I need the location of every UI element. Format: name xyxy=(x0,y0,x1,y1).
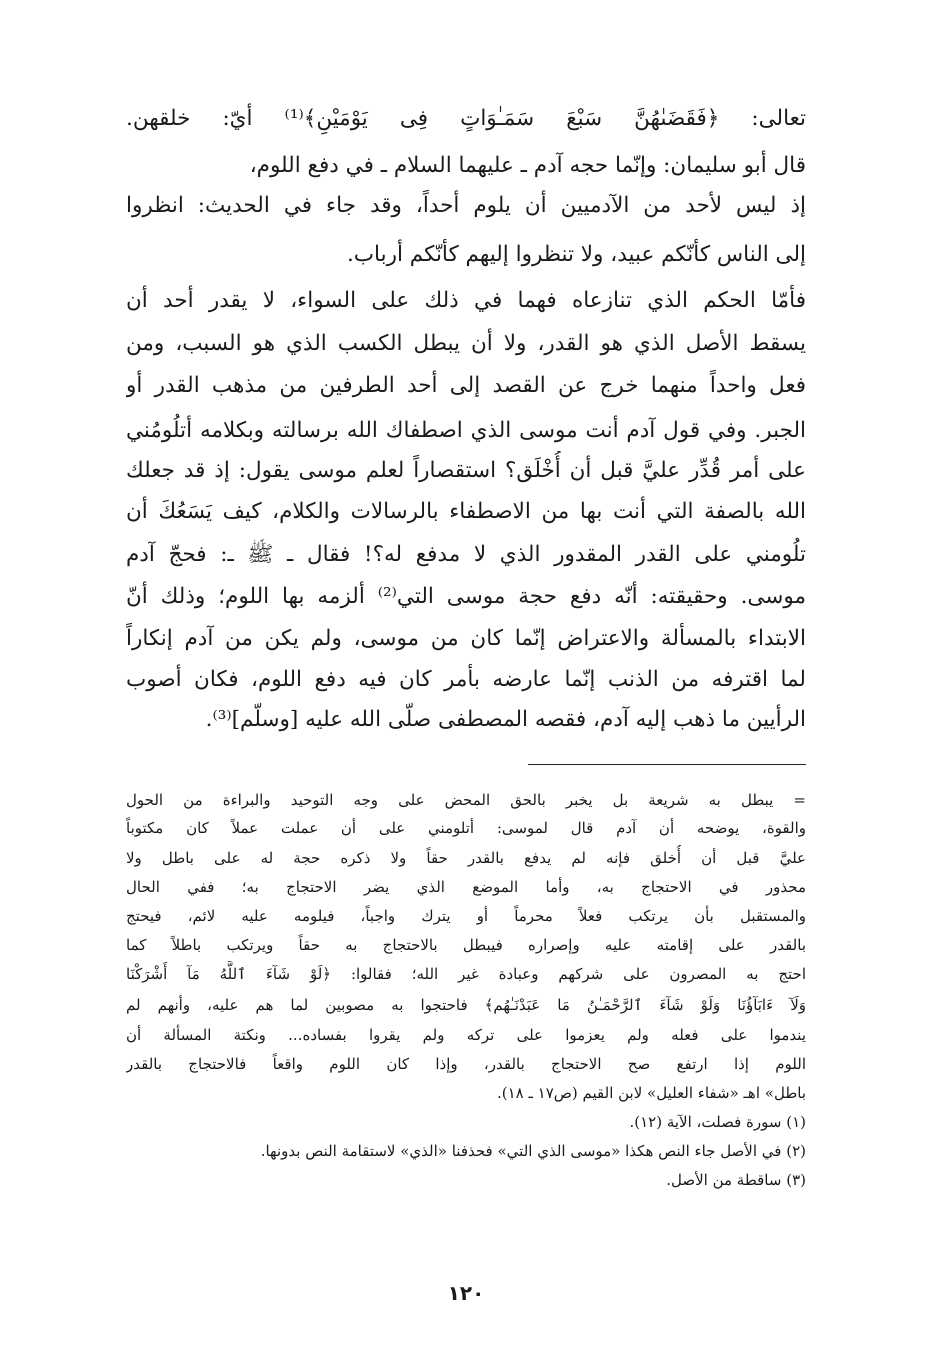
main-text-line: يسقط الأصل الذي هو القدر، ولا أن يبطل الكسب الذي هو السبب، ومن xyxy=(126,331,806,356)
footnote-line: يندموا على فعله ولم يعزموا على تركه ولم يقروا بفساده... ونكتة المسألة أن xyxy=(126,1026,806,1044)
footnote-line: وَلَآ ءَابَآؤُنَا وَلَوْ شَآءَ ٱلرَّحْمَـٰنُ مَا عَبَدْنَـٰهُم﴾ فاحتجوا به مصوبين لما هم عليه، وأنهم لم xyxy=(126,996,806,1014)
main-text-line: على أمر قُدِّر عليَّ قبل أن أُخْلَق؟ استقصاراً لعلم موسى يقول: إذ قد جعلك xyxy=(126,458,806,483)
footnote-item: (٢) في الأصل جاء النص هكذا «موسى الذي التي» فحذفنا «الذي» لاستقامة النص بدونها. xyxy=(260,1142,806,1160)
main-text-line: قال أبو سليمان: وإنّما حجه آدم ـ عليهما السلام ـ في دفع اللوم، xyxy=(249,153,806,178)
main-text-line: تعالى: ﴿فَقَضَىٰهُنَّ سَبْعَ سَمَـٰوَاتٍ فِى يَوْمَيْنِ﴾⁽¹⁾ أيّ: خلقهن. xyxy=(126,106,806,131)
main-text-line: إذ ليس لأحد من الآدميين أن يلوم أحداً، وقد جاء في الحديث: انظروا xyxy=(126,193,806,218)
footnote-line: عليَّ قبل أن أُخلق فإنه لم يدفع بالقدر حقاً ولا ذكره حجة له على باطل ولا xyxy=(126,849,806,867)
main-text-line: الجبر. وفي قول آدم أنت موسى الذي اصطفاك الله برسالته وبكلامه أتلُومُني xyxy=(126,418,806,443)
page-number: ١٢٠ xyxy=(447,1281,485,1305)
main-text-line: فعل واحداً منهما خرج عن القصد إلى أحد الطرفين من مذهب القدر أو xyxy=(126,373,806,398)
footnote-line: محذور في الاحتجاج به، وأما الموضع الذي يضر الاحتجاج به؛ ففي الحال xyxy=(126,878,806,896)
main-text-line: لما اقترفه من الذنب إنّما عارضه بأمر كان فيه دفع اللوم، فكان أصوب xyxy=(126,667,806,692)
main-text-line: إلى الناس كأنّكم عبيد، ولا تنظروا إليهم كأنّكم أرباب. xyxy=(346,242,806,267)
footnote-item: (٣) ساقطة من الأصل. xyxy=(666,1171,806,1189)
main-text-line: الرأيين ما ذهب إليه آدم، فقصه المصطفى صلّى الله عليه [وسلّم]⁽³⁾. xyxy=(205,707,806,732)
footnote-line: والقوة، يوضحه أن آدم قال لموسى: أتلومني على أن عملت عملاً كان مكتوباً xyxy=(126,819,806,837)
main-text-line: الابتداء بالمسألة والاعتراض إنّما كان من موسى، ولم يكن من آدم إنكاراً xyxy=(126,626,806,651)
main-text-line: الله بالصفة التي أنت بها من الاصطفاء بالرسالات والكلام، كيف يَسَعُكَ أن xyxy=(126,499,806,524)
footnote-line: والمستقبل بأن يرتكب فعلاً محرماً أو يترك واجباً، فيلومه عليه لائم، فيحتج xyxy=(126,907,806,925)
main-text-line: فأمّا الحكم الذي تنازعاه فهما في ذلك على السواء، لا يقدر أحد أن xyxy=(126,288,806,313)
footnote-line: بالقدر على إقامته عليه وإصراره فيبطل بالاحتجاج به حقاً ويرتكب باطلاً كما xyxy=(126,936,806,954)
footnote-line: اللوم إذا ارتفع صح الاحتجاج بالقدر، وإذا كان اللوم واقعاً فالاحتجاج بالقدر xyxy=(126,1055,806,1073)
footnote-item: (١) سورة فصلت، الآية (١٢). xyxy=(629,1113,806,1131)
footnote-line: = يبطل به شريعة بل يخبر بالحق المحض على وجه التوحيد والبراءة من الحول xyxy=(126,791,806,809)
footnote-line: احتج به المصرون على شركهم وعبادة غير الله؛ فقالوا: ﴿لَوْ شَآءَ ٱللَّهُ مَآ أَشْرَكْنَا xyxy=(126,965,806,983)
footnote-divider xyxy=(528,764,806,765)
footnote-line: باطل» اهـ «شفاء العليل» لابن القيم (ص١٧ ـ ١٨). xyxy=(496,1084,806,1102)
main-text-line: موسى. وحقيقته: أنّه دفع حجة موسى التي⁽²⁾ ألزمه بها اللوم؛ وذلك أنّ xyxy=(126,584,806,609)
main-text-line: تلُومني على القدر المقدور الذي لا مدفع له؟! فقال ـ ﷺ ـ: فحجّ آدم xyxy=(126,542,806,567)
